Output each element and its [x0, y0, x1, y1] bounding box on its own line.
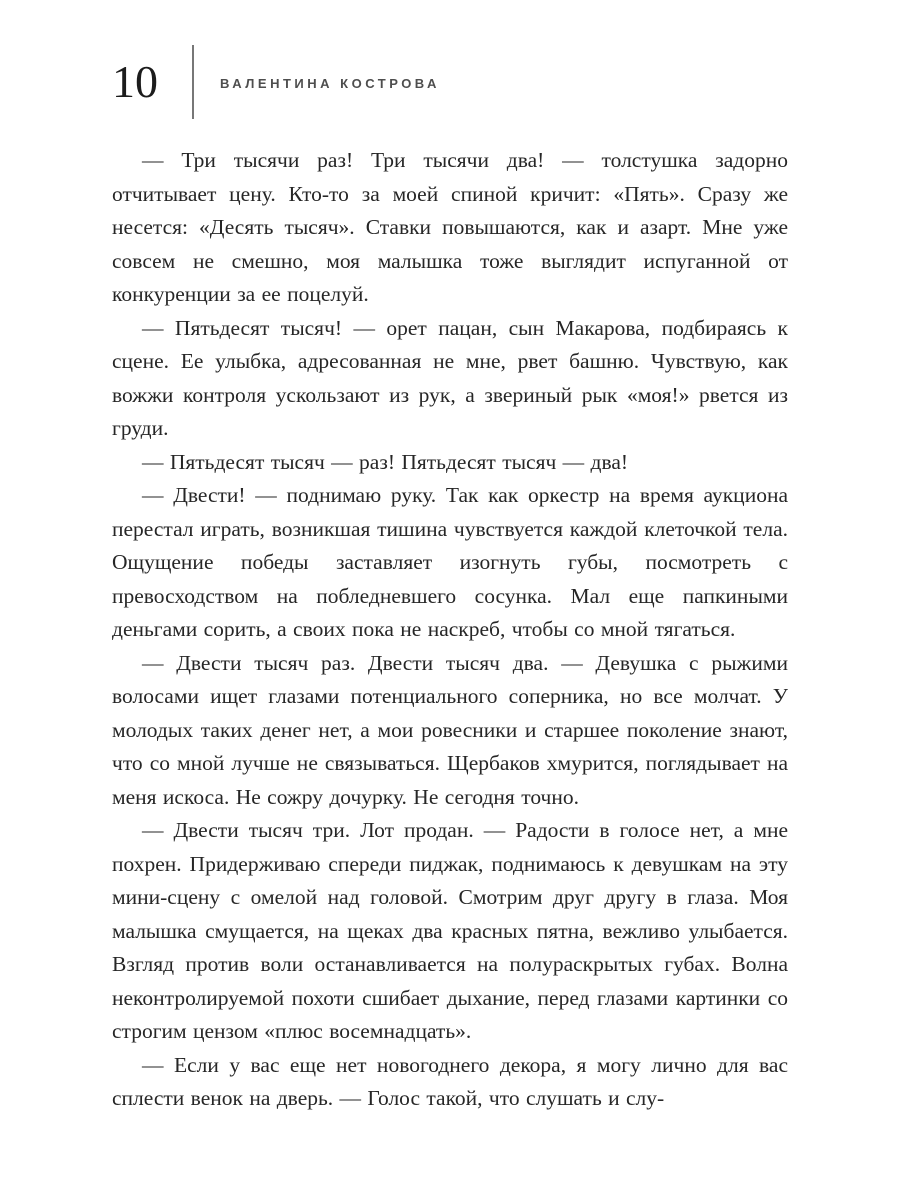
- author-name: ВАЛЕНТИНА КОСТРОВА: [220, 75, 440, 91]
- paragraph: — Пятьдесят тысяч! — орет пацан, сын Макарова, подбираясь к сцене. Ее улыбка, адресованная не мне, рвет башню. Чувствую, как вожжи контроля ускользают из рук, а звериный рык «моя!» рвется из груди.: [112, 315, 788, 440]
- paragraph: — Три тысячи раз! Три тысячи два! — толстушка задорно отчитывает цену. Кто-то за моей спиной кричит: «Пять». Сразу же несется: «Десять тысяч». Ставки повышаются, как и азарт. Мне уже совсем не смешно, моя малышка тоже выглядит испуганной от конкуренции за ее поцелуй.: [112, 148, 788, 306]
- paragraph: — Пятьдесят тысяч — раз! Пятьдесят тысяч — два!: [142, 449, 629, 474]
- paragraph: — Двести тысяч три. Лот продан. — Радости в голосе нет, а мне похрен. Придерживаю спереди пиджак, поднимаюсь к девушкам на эту мини-сцену с омелой над головой. Смотрим друг другу в глаза. Моя малышка смущается, на щеках два красных пятна, вежливо улыбается. Взгляд против воли останавливается на полураскрытых губах. Волна неконтролируемой похоти сшибает дыхание, перед глазами картинки со строгим цензом «плюс восемнадцать».: [112, 818, 788, 1043]
- body-text: [112, 144, 788, 1116]
- paragraph: — Двести тысяч раз. Двести тысяч два. — Девушка с рыжими волосами ищет глазами потенциального соперника, но все молчат. У молодых таких денег нет, а мои ровесники и старшее поколение знают, что со мной лучше не связываться. Щербаков хмурится, поглядывает на меня искоса. Не сожру дочурку. Не сегодня точно.: [112, 650, 788, 809]
- paragraph: — Если у вас еще нет новогоднего декора, я могу лично для вас сплести венок на дверь. — Голос такой, что слушать и слу-: [112, 1052, 788, 1110]
- page-header: [112, 44, 788, 120]
- page-number: 10: [112, 56, 158, 107]
- paragraph: — Двести! — поднимаю руку. Так как оркестр на время аукциона перестал играть, возникшая тишина чувствуется каждой клеточкой тела. Ощущение победы заставляет изогнуть губы, посмотреть с превосходством на побледневшего сосунка. Мал еще папкиными деньгами сорить, а своих пока не наскреб, чтобы со мной тягаться.: [112, 483, 788, 641]
- header-divider: [192, 45, 194, 119]
